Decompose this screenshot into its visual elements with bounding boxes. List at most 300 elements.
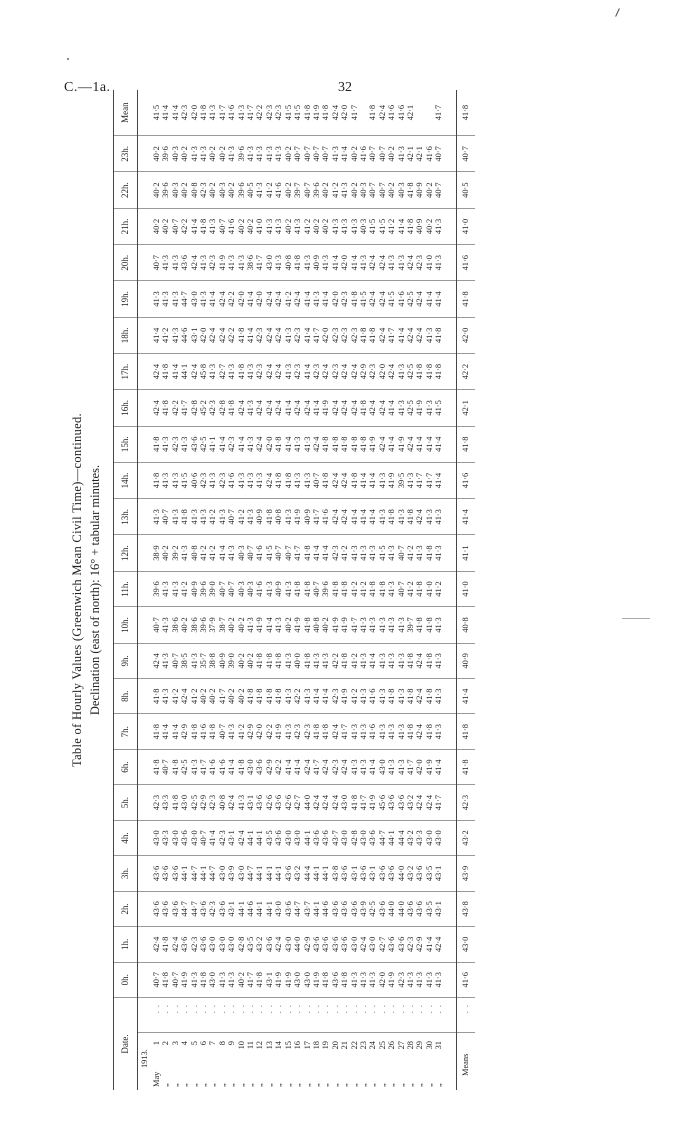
value-cell: 40·7 (246, 535, 255, 571)
value-cell: 41·8 (161, 927, 170, 962)
date-cell (171, 1033, 180, 1091)
value-cell: 41·3 (218, 962, 227, 997)
day-label: 27 (396, 1041, 406, 1050)
spacer-cell (138, 962, 153, 997)
value-cell: 41·4 (321, 679, 330, 714)
value-cell: 41·4 (434, 426, 443, 462)
value-cell: 42·9 (246, 714, 255, 749)
value-cell: 41·4 (171, 353, 180, 389)
value-cell: 41·3 (255, 136, 264, 172)
value-cell: 41·4 (350, 499, 359, 535)
value-cell: 41·3 (321, 245, 330, 281)
leader-dots: . . (152, 998, 161, 1033)
value-cell: 41·5 (152, 90, 161, 136)
value-cell: 42·4 (312, 426, 321, 462)
value-cell: 43·0 (293, 962, 302, 997)
value-cell: 42·3 (331, 535, 340, 571)
value-cell: 44·1 (255, 820, 264, 855)
value-cell: 40·7 (218, 571, 227, 607)
value-cell: 41·8 (227, 390, 236, 426)
value-cell: 41·6 (199, 714, 208, 749)
leader-dots: . . (180, 998, 189, 1033)
table-title: Table of Hourly Values (Greenwich Mean Civil Time)—continued. (70, 413, 84, 767)
value-cell: 41·9 (387, 462, 396, 498)
value-cell: 41·3 (350, 962, 359, 997)
value-cell: 40·2 (284, 208, 293, 244)
mean-value: 41·8 (456, 281, 475, 317)
value-cell: 42·8 (237, 927, 246, 962)
value-cell: 41·3 (406, 962, 415, 997)
value-cell: 41·4 (331, 245, 340, 281)
date-cell (199, 1033, 208, 1091)
value-cell: 41·8 (237, 353, 246, 389)
value-cell: 41·4 (303, 281, 312, 317)
value-cell: 41·8 (350, 426, 359, 462)
col-header: 21h. (114, 208, 138, 244)
value-cell: 41·7 (255, 245, 264, 281)
value-cell: 42·4 (415, 679, 424, 714)
value-cell: 40·7 (303, 136, 312, 172)
value-cell: 39·6 (312, 172, 321, 208)
value-cell: 41·2 (434, 571, 443, 607)
value-cell: 41·2 (208, 535, 217, 571)
value-cell: 42·9 (180, 714, 189, 749)
value-cell: 40·2 (321, 607, 330, 643)
value-cell: 43·0 (190, 281, 199, 317)
spacer-cell (138, 820, 153, 855)
value-cell: 40·9 (312, 245, 321, 281)
value-cell: 41·4 (415, 426, 424, 462)
date-cell (161, 1033, 170, 1091)
value-cell: 44·7 (190, 856, 199, 891)
value-cell: 43·0 (293, 820, 302, 855)
value-cell: 41·4 (190, 208, 199, 244)
date-cell (274, 1033, 283, 1091)
value-cell: 41·6 (321, 499, 330, 535)
mean-value: 40·8 (456, 607, 475, 643)
value-cell: 43·6 (312, 927, 321, 962)
value-cell: 41·8 (199, 962, 208, 997)
value-cell: 41·7 (359, 785, 368, 820)
mean-value: 41·4 (456, 499, 475, 535)
value-cell: 41·3 (161, 679, 170, 714)
value-cell: 41·4 (434, 281, 443, 317)
value-cell: 42·3 (415, 245, 424, 281)
value-cell: 40·7 (274, 535, 283, 571)
value-cell: 41·3 (378, 679, 387, 714)
value-cell: 40·3 (171, 136, 180, 172)
value-cell: 43·7 (303, 891, 312, 926)
value-cell: 42·4 (415, 317, 424, 353)
value-cell: 43·2 (406, 856, 415, 891)
value-cell: 42·4 (406, 317, 415, 353)
spacer-cell (138, 499, 153, 535)
value-cell: 41·2 (331, 172, 340, 208)
table-row (293, 90, 302, 1090)
spacer-cell (138, 90, 153, 136)
value-cell: 41·3 (237, 245, 246, 281)
value-cell: 43·0 (208, 927, 217, 962)
value-cell: 42·5 (190, 785, 199, 820)
value-cell: 41·4 (359, 462, 368, 498)
value-cell: 40·6 (190, 462, 199, 498)
col-header: 22h. (114, 172, 138, 208)
value-cell: 40·7 (171, 962, 180, 997)
value-cell: 43·3 (161, 785, 170, 820)
value-cell: 42·4 (274, 317, 283, 353)
table-row (331, 90, 340, 1090)
value-cell: 41·4 (321, 281, 330, 317)
col-header: 7h. (114, 714, 138, 749)
value-cell: 41·3 (397, 679, 406, 714)
value-cell: 41·4 (350, 245, 359, 281)
value-cell: 41·8 (406, 499, 415, 535)
spacer-cell (138, 571, 153, 607)
value-cell: 41·3 (397, 643, 406, 678)
value-cell: 41·4 (434, 462, 443, 498)
value-cell: 42·4 (378, 245, 387, 281)
value-cell: 41·8 (340, 643, 349, 678)
value-cell: 39·6 (152, 571, 161, 607)
value-cell: 40·2 (237, 643, 246, 678)
value-cell: 41·3 (161, 607, 170, 643)
spacer-cell (444, 535, 457, 571)
value-cell: 42·2 (274, 749, 283, 784)
value-cell: 39·6 (199, 571, 208, 607)
value-cell: 42·2 (331, 643, 340, 678)
leader-dots: . . (331, 998, 340, 1033)
value-cell: 44·7 (246, 856, 255, 891)
value-cell: 44·6 (180, 317, 189, 353)
value-cell: 41·3 (368, 607, 377, 643)
value-cell: 40·2 (152, 172, 161, 208)
month-label: „ (434, 1083, 444, 1087)
spacer-cell (138, 426, 153, 462)
day-label: 23 (358, 1041, 368, 1050)
value-cell: 41·6 (387, 90, 396, 136)
value-cell: 42·0 (321, 317, 330, 353)
value-cell: 43·0 (218, 856, 227, 891)
value-cell: 40·3 (359, 208, 368, 244)
value-cell: 42·4 (255, 426, 264, 462)
value-cell: 42·4 (274, 281, 283, 317)
value-cell: 41·9 (368, 426, 377, 462)
value-cell: 44·1 (312, 891, 321, 926)
value-cell: 42·4 (378, 317, 387, 353)
value-cell: 41·3 (340, 208, 349, 244)
value-cell: 41·3 (397, 499, 406, 535)
spacer-cell (138, 785, 153, 820)
value-cell: 42·8 (190, 390, 199, 426)
value-cell: 42·4 (180, 679, 189, 714)
value-cell: 43·6 (265, 927, 274, 962)
value-cell: 41·5 (368, 208, 377, 244)
mean-value: 42·0 (456, 317, 475, 353)
value-cell: 43·0 (359, 820, 368, 855)
value-cell: 44·0 (387, 891, 396, 926)
col-header: 18h. (114, 317, 138, 353)
header-row (114, 90, 138, 1090)
value-cell: 41·3 (359, 962, 368, 997)
col-header: 2h. (114, 891, 138, 926)
value-cell: 43·6 (331, 927, 340, 962)
mean-value: 41·6 (456, 245, 475, 281)
value-cell: 44·7 (208, 856, 217, 891)
spacer-cell (138, 208, 153, 244)
value-cell: 41·3 (425, 317, 434, 353)
value-cell: 40·7 (312, 136, 321, 172)
value-cell: 42·4 (434, 927, 443, 962)
value-cell: 41·6 (368, 714, 377, 749)
value-cell: 41·9 (284, 962, 293, 997)
value-cell: 41·9 (293, 499, 302, 535)
col-header: 20h. (114, 245, 138, 281)
mean-value: 41·1 (456, 535, 475, 571)
value-cell: 41·7 (350, 607, 359, 643)
value-cell: 41·3 (265, 571, 274, 607)
value-cell: 43·6 (340, 891, 349, 926)
value-cell: 42·0 (255, 714, 264, 749)
value-cell: 41·8 (321, 714, 330, 749)
value-cell: 41·8 (152, 749, 161, 784)
value-cell: 41·5 (293, 90, 302, 136)
value-cell: 41·8 (321, 462, 330, 498)
value-cell: 38·8 (208, 643, 217, 678)
date-cell (387, 1033, 396, 1091)
value-cell: 41·3 (293, 208, 302, 244)
leader-dots: . . (456, 998, 475, 1033)
table-row (284, 90, 293, 1090)
leader-dots: . . (255, 998, 264, 1033)
value-cell: 41·3 (199, 136, 208, 172)
value-cell: 41·3 (227, 136, 236, 172)
value-cell: 44·0 (397, 891, 406, 926)
value-cell: 42·4 (293, 390, 302, 426)
value-cell: 44·0 (303, 785, 312, 820)
day-label: 16 (293, 1041, 303, 1050)
day-label: 1 (152, 1041, 161, 1046)
value-cell (415, 90, 424, 136)
month-label: „ (415, 1083, 425, 1087)
value-cell: 41·5 (434, 390, 443, 426)
value-cell: 41·3 (152, 281, 161, 317)
value-cell: 43·3 (415, 820, 424, 855)
value-cell: 41·3 (284, 499, 293, 535)
month-label: „ (236, 1083, 246, 1087)
value-cell: 41·8 (406, 172, 415, 208)
value-cell: 41·8 (293, 245, 302, 281)
month-label: „ (405, 1083, 415, 1087)
mean-value: 41·8 (456, 426, 475, 462)
value-cell: 40·2 (425, 172, 434, 208)
value-cell: 41·4 (284, 426, 293, 462)
value-cell: 42·4 (265, 462, 274, 498)
value-cell: 41·8 (265, 643, 274, 678)
value-cell: 38·7 (218, 607, 227, 643)
value-cell: 42·4 (406, 426, 415, 462)
value-cell: 41·3 (303, 679, 312, 714)
day-label: 12 (255, 1041, 265, 1050)
spacer-cell (444, 643, 457, 678)
value-cell: 41·2 (284, 281, 293, 317)
value-cell: 41·3 (378, 462, 387, 498)
value-cell: 42·4 (190, 353, 199, 389)
spacer-cell (444, 172, 457, 208)
spacer-cell (444, 891, 457, 926)
value-cell: 43·0 (237, 856, 246, 891)
value-cell: 41·6 (368, 679, 377, 714)
spacer-cell (138, 643, 153, 678)
value-cell: 40·2 (237, 607, 246, 643)
value-cell: 42·4 (321, 785, 330, 820)
value-cell: 43·6 (199, 927, 208, 962)
value-cell: 44·1 (255, 856, 264, 891)
value-cell: 41·7 (312, 317, 321, 353)
value-cell: 41·6 (359, 136, 368, 172)
value-cell: 42·4 (152, 643, 161, 678)
date-cell (218, 1033, 227, 1091)
value-cell: 42·5 (406, 353, 415, 389)
value-cell: 41·4 (208, 820, 217, 855)
value-cell: 41·8 (387, 499, 396, 535)
value-cell: 42·4 (237, 390, 246, 426)
value-cell: 41·3 (246, 390, 255, 426)
value-cell: 43·6 (161, 891, 170, 926)
value-cell: 44·1 (274, 856, 283, 891)
value-cell: 41·4 (208, 281, 217, 317)
value-cell: 41·5 (265, 535, 274, 571)
value-cell: 43·6 (387, 927, 396, 962)
col-header: Mean (114, 90, 138, 136)
value-cell: 41·8 (387, 679, 396, 714)
value-cell: 41·5 (387, 281, 396, 317)
value-cell: 41·6 (208, 749, 217, 784)
value-cell: 42·0 (378, 353, 387, 389)
value-cell: 41·0 (425, 571, 434, 607)
value-cell: 44·1 (312, 856, 321, 891)
section-code: C.—1a. (64, 80, 111, 95)
value-cell: 41·8 (350, 281, 359, 317)
mean-value: 42·2 (456, 353, 475, 389)
spacer-cell (138, 891, 153, 926)
spacer-cell (444, 245, 457, 281)
value-cell (425, 90, 434, 136)
value-cell: 43·6 (368, 820, 377, 855)
mean-value: 43·0 (456, 927, 475, 962)
value-cell: 40·2 (208, 136, 217, 172)
value-cell: 43·0 (265, 245, 274, 281)
value-cell: 41·3 (227, 535, 236, 571)
leader-dots: . . (368, 998, 377, 1033)
value-cell: 42·3 (255, 317, 264, 353)
value-cell: 40·7 (284, 535, 293, 571)
value-cell: 41·8 (331, 571, 340, 607)
value-cell: 40·5 (246, 172, 255, 208)
value-cell: 41·4 (161, 714, 170, 749)
month-label: „ (255, 1083, 265, 1087)
value-cell: 41·4 (218, 426, 227, 462)
value-cell: 41·3 (237, 785, 246, 820)
value-cell: 42·3 (293, 714, 302, 749)
year-row (138, 90, 153, 1090)
value-cell: 39·6 (161, 172, 170, 208)
col-header: 13h. (114, 499, 138, 535)
spacer-cell (444, 1033, 457, 1091)
date-cell (227, 1033, 236, 1091)
value-cell: 45·6 (378, 785, 387, 820)
value-cell: 42·5 (180, 749, 189, 784)
month-label: „ (387, 1083, 397, 1087)
value-cell: 41·4 (425, 927, 434, 962)
year-cell: 1913. (140, 1049, 150, 1068)
value-cell: 41·3 (397, 136, 406, 172)
pencil-mark (615, 8, 620, 17)
value-cell: 44·1 (246, 820, 255, 855)
value-cell: 43·1 (368, 856, 377, 891)
value-cell: 43·0 (368, 927, 377, 962)
value-cell: 43·6 (180, 820, 189, 855)
month-label: „ (246, 1083, 256, 1087)
value-cell: 41·6 (274, 172, 283, 208)
value-cell: 41·2 (406, 535, 415, 571)
value-cell: 41·3 (190, 962, 199, 997)
table-body (138, 90, 475, 1090)
value-cell: 41·7 (199, 749, 208, 784)
value-cell: 41·9 (387, 962, 396, 997)
value-cell: 42·4 (274, 390, 283, 426)
mean-value: 41·8 (456, 749, 475, 784)
value-cell: 41·8 (321, 426, 330, 462)
day-label: 28 (405, 1041, 415, 1050)
value-cell: 42·3 (293, 317, 302, 353)
value-cell: 41·3 (331, 136, 340, 172)
value-cell: 41·3 (434, 208, 443, 244)
value-cell: 42·3 (406, 927, 415, 962)
date-cell (434, 1033, 443, 1091)
value-cell: 40·8 (284, 245, 293, 281)
month-label: „ (311, 1083, 321, 1087)
date-cell (425, 1033, 434, 1091)
value-cell: 41·8 (368, 571, 377, 607)
value-cell: 43·7 (331, 820, 340, 855)
value-cell: 42·3 (274, 90, 283, 136)
spacer-cell (138, 679, 153, 714)
value-cell: 41·9 (425, 749, 434, 784)
value-cell: 41·3 (246, 353, 255, 389)
spacer-cell (138, 172, 153, 208)
value-cell: 41·3 (434, 714, 443, 749)
month-label: „ (330, 1083, 340, 1087)
value-cell: 43·6 (340, 927, 349, 962)
value-cell: 40·9 (255, 499, 264, 535)
day-label: 17 (302, 1041, 312, 1050)
value-cell: 43·1 (246, 785, 255, 820)
day-label: 30 (424, 1041, 434, 1050)
value-cell: 41·4 (312, 390, 321, 426)
value-cell: 41·3 (359, 643, 368, 678)
table-subtitle: Declination (east of north): 16° + tabular minutes. (88, 464, 102, 716)
value-cell: 40·2 (321, 208, 330, 244)
value-cell: 41·3 (190, 643, 199, 678)
value-cell: 41·7 (312, 749, 321, 784)
value-cell: 42·4 (303, 749, 312, 784)
spacer-cell (138, 317, 153, 353)
value-cell: 43·6 (387, 856, 396, 891)
value-cell: 41·3 (152, 499, 161, 535)
value-cell: 41·3 (415, 535, 424, 571)
value-cell: 40·2 (425, 208, 434, 244)
value-cell: 41·3 (397, 749, 406, 784)
